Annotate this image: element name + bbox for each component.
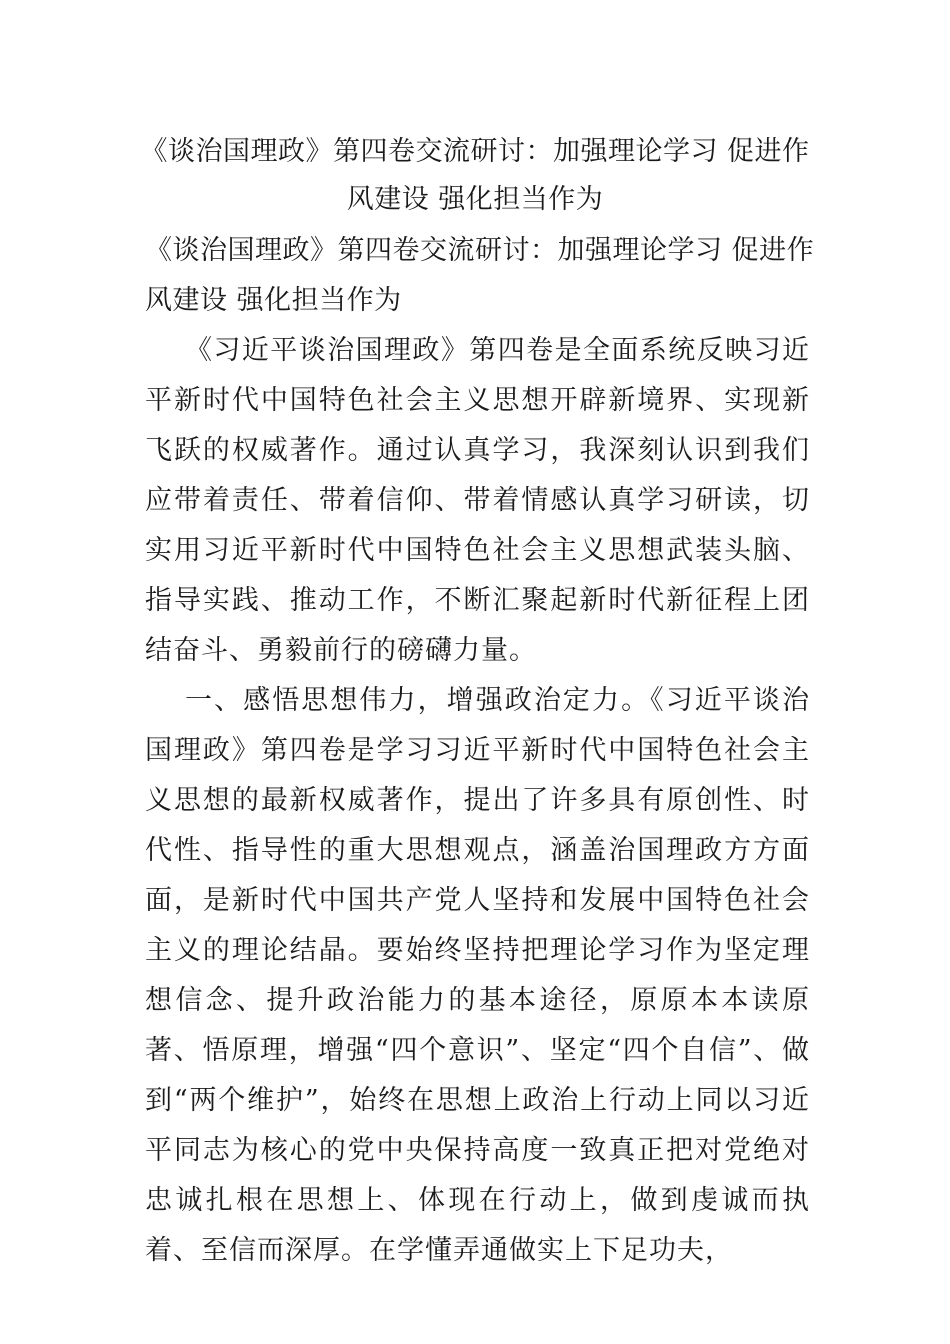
paragraph-section-one: 一、感悟思想伟力，增强政治定力。《习近平谈治国理政》第四卷是学习习近平新时代中国特色社会主义思想的最新权威著作，提出了许多具有原创性、时代性、指导性的重大思想观点，涵盖治国理政方方面面，是新时代中国共产党人坚持和发展中国特色社会主义的理论结晶。要始终坚持把理论学习作为坚定理想信念、提升政治能力的基本途径，原原本本读原著、悟原理，增强“四个意识”、坚定“四个自信”、做到“两个维护”，始终在思想上政治上行动上同以习近平同志为核心的党中央保持高度一致真正把对党绝对忠诚扎根在思想上、体现在行动上，做到虔诚而执着、至信而深厚。在学懂弄通做实上下足功夫， xyxy=(145,685,810,1266)
document-title: 《谈治国理政》第四卷交流研讨：加强理论学习 促进作风建设 强化担当作为 xyxy=(140,136,810,215)
document-subtitle: 《谈治国理政》第四卷交流研讨：加强理论学习 促进作风建设 强化担当作为 xyxy=(145,235,815,316)
paragraph-intro: 《习近平谈治国理政》第四卷是全面系统反映习近平新时代中国特色社会主义思想开辟新境界、实现新飞跃的权威著作。通过认真学习，我深刻认识到我们应带着责任、带着信仰、带着情感认真学习研读，切实用习近平新时代中国特色社会主义思想武装头脑、指导实践、推动工作，不断汇聚起新时代新征程上团结奋斗、勇毅前行的磅礴力量。 xyxy=(145,335,810,666)
